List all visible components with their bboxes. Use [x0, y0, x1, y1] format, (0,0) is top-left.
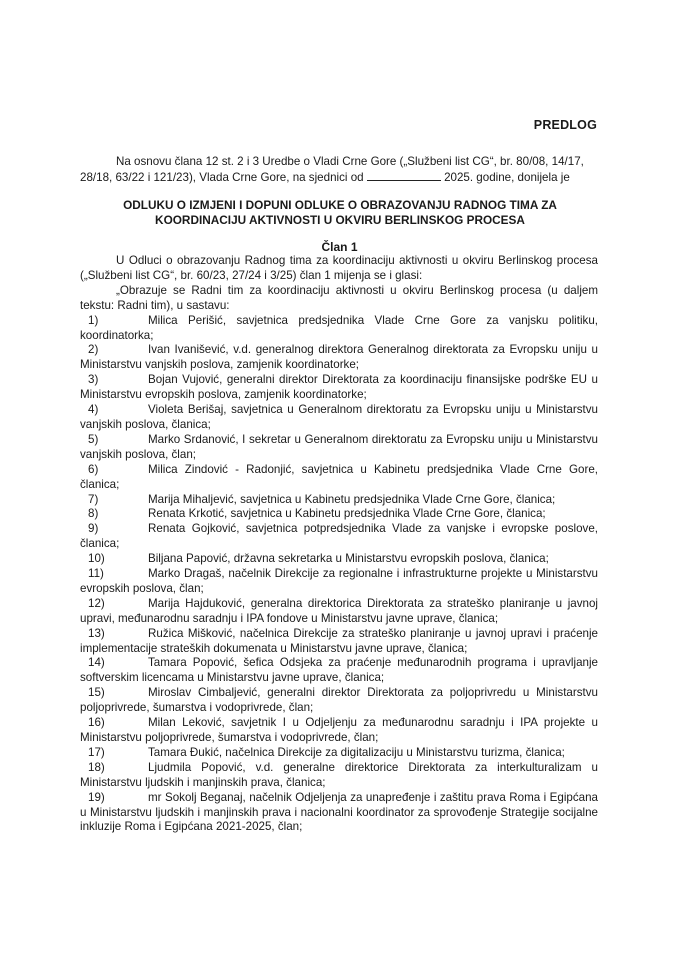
member-number: 1): [88, 313, 99, 327]
article-heading: Član 1: [321, 240, 358, 254]
member-text: Miroslav Cimbaljević, generalni direktor Direktorata za poljoprivredu u Ministarstvu poljoprivrede, šumarstva i vodoprivrede, član;: [80, 686, 598, 715]
decision-title: [100, 198, 580, 228]
member-number: 7): [88, 492, 99, 506]
member-item: [80, 343, 598, 373]
member-text: Milica Perišić, savjetnica predsjednika Vlade Crne Gore za vanjsku politiku, koordinatorka;: [80, 313, 598, 342]
member-item: [80, 716, 598, 746]
document-label: PREDLOG: [533, 118, 597, 132]
member-text: Marko Dragaš, načelnik Direkcije za regionalne i infrastrukturne projekte u Ministarstvu evropskih poslova, član;: [80, 567, 598, 595]
member-item: [80, 433, 598, 463]
member-number: 2): [88, 343, 99, 357]
member-number: 17): [88, 745, 105, 759]
member-text: Renata Gojković, savjetnica potpredsjednika Vlade za vanjske i evropske poslove, članica;: [80, 522, 598, 551]
member-text: Milica Zindović - Radonjić, savjetnica u Kabinetu predsjednika Vlade Crne Gore, članica;: [80, 462, 598, 491]
member-number: 15): [88, 686, 105, 700]
legal-basis-text-end: 2025. godine, donijela je: [444, 171, 570, 184]
member-text: mr Sokolj Beganaj, načelnik Odjeljenja za unapređenje i zaštitu prava Roma i Egipćana u Ministarstvu ljudskih i manjinskih prava i nacionalni koordinator za sprovođenje Strategije socijalne inkluzije Roma i Egipćana 2021-2025, član;: [80, 790, 598, 834]
member-item: [80, 314, 598, 344]
member-number: 3): [88, 373, 99, 387]
legal-basis: [80, 154, 598, 186]
member-text: Tamara Popović, šefica Odsjeka za praćenje međunarodnih programa i upravljanje softverskim licencama u Ministarstvu javne uprave, članica;: [80, 656, 598, 685]
member-number: 10): [88, 552, 105, 566]
legal-basis-line-1: Na osnovu člana 12 st. 2 i 3 Uredbe o Vladi Crne Gore („Službeni list CG“, br. 80/08, 14/17,: [116, 155, 584, 168]
decision-title-line-1: ODLUKU O IZMJENI I DOPUNI ODLUKE O OBRAZOVANJU RADNOG TIMA ZA: [123, 198, 557, 212]
member-item: [80, 686, 598, 716]
member-item: [80, 463, 598, 493]
member-text: Tamara Đukić, načelnica Direkcije za digitalizaciju u Ministarstvu turizma, članica;: [148, 745, 565, 759]
member-number: 11): [88, 567, 104, 581]
member-text: Marko Srdanović, I sekretar u Generalnom direktoratu za Evropsku uniju u Ministarstvu vanjskih poslova, član;: [80, 432, 598, 461]
member-item: [80, 656, 598, 686]
member-item: [80, 373, 598, 403]
member-text: Bojan Vujović, generalni direktor Direktorata za koordinaciju finansijske podrške EU u Ministarstvu evropskih poslova, zamjenik koordinatorke;: [80, 373, 598, 402]
member-number: 14): [88, 656, 105, 670]
member-number: 16): [88, 716, 105, 730]
member-text: Biljana Papović, državna sekretarka u Ministarstvu evropskih poslova, članica;: [148, 552, 549, 566]
member-list: [80, 314, 598, 836]
member-item: [80, 746, 598, 761]
member-number: 18): [88, 760, 105, 774]
member-text: Marija Hajduković, generalna direktorica Direktorata za strateško planiranje u javnoj upravi, međunarodnu saradnju i IPA fondove u Ministarstvu javne uprave, članica;: [80, 596, 598, 625]
member-text: Milan Leković, savjetnik I u Odjeljenju za međunarodnu saradnju i IPA projekte u Ministarstvu poljoprivrede, šumarstva i vodoprivrede, član;: [80, 716, 598, 744]
member-item: [80, 791, 598, 836]
member-text: Ružica Mišković, načelnica Direkcije za strateško planiranje u javnoj upravi i praćenje implementacije strateških dokumenata u Ministarstvu javne uprave, članica;: [80, 626, 598, 655]
legal-basis-line-2: [80, 170, 598, 186]
member-text: Violeta Berišaj, savjetnica u Generalnom direktoratu za Evropsku uniju u Ministarstvu vanjskih poslova, članica;: [80, 403, 598, 431]
member-number: 12): [88, 596, 105, 610]
member-text: Ljudmila Popović, v.d. generalne direktorice Direktorata za interkulturalizam u Ministarstvu ljudskih i manjinskih prava, članica;: [80, 760, 598, 789]
member-number: 13): [88, 626, 105, 640]
member-item: [80, 403, 598, 433]
member-number: 6): [88, 462, 99, 476]
legal-basis-text: 28/18, 63/22 i 121/23), Vlada Crne Gore, na sjednici od: [80, 171, 364, 184]
member-number: 8): [88, 507, 99, 521]
member-number: 9): [88, 522, 99, 536]
quote-intro: „Obrazuje se Radni tim za koordinaciju aktivnosti u okviru Berlinskog procesa (u daljem tekstu: Radni tim), u sastavu:: [80, 283, 598, 312]
member-item: [80, 552, 598, 567]
member-number: 5): [88, 432, 99, 446]
article-body: [80, 254, 598, 835]
decision-title-line-2: KOORDINACIJU AKTIVNOSTI U OKVIRU BERLINSKOG PROCESA: [155, 213, 525, 227]
date-blank-line: [367, 170, 441, 181]
member-item: [80, 493, 598, 508]
member-text: Ivan Ivanišević, v.d. generalnog direktora Generalnog direktorata za Evropsku uniju u Ministarstvu vanjskih poslova, zamjenik koordinatorke;: [80, 343, 598, 372]
member-text: Marija Mihaljević, savjetnica u Kabinetu predsjednika Vlade Crne Gore, članica;: [148, 492, 556, 506]
member-number: 19): [88, 790, 105, 804]
member-item: [80, 597, 598, 627]
member-item: [80, 507, 598, 522]
member-item: [80, 522, 598, 552]
article-intro: U Odluci o obrazovanju Radnog tima za koordinaciju aktivnosti u okviru Berlinskog procesa („Službeni list CG“, br. 60/23, 27/24 i 3/25) član 1 mijenja se i glasi:: [80, 254, 598, 282]
member-item: [80, 627, 598, 657]
member-item: [80, 567, 598, 597]
member-number: 4): [88, 403, 99, 417]
member-item: [80, 761, 598, 791]
member-text: Renata Krkotić, savjetnica u Kabinetu predsjednika Vlade Crne Gore, članica;: [148, 507, 546, 521]
